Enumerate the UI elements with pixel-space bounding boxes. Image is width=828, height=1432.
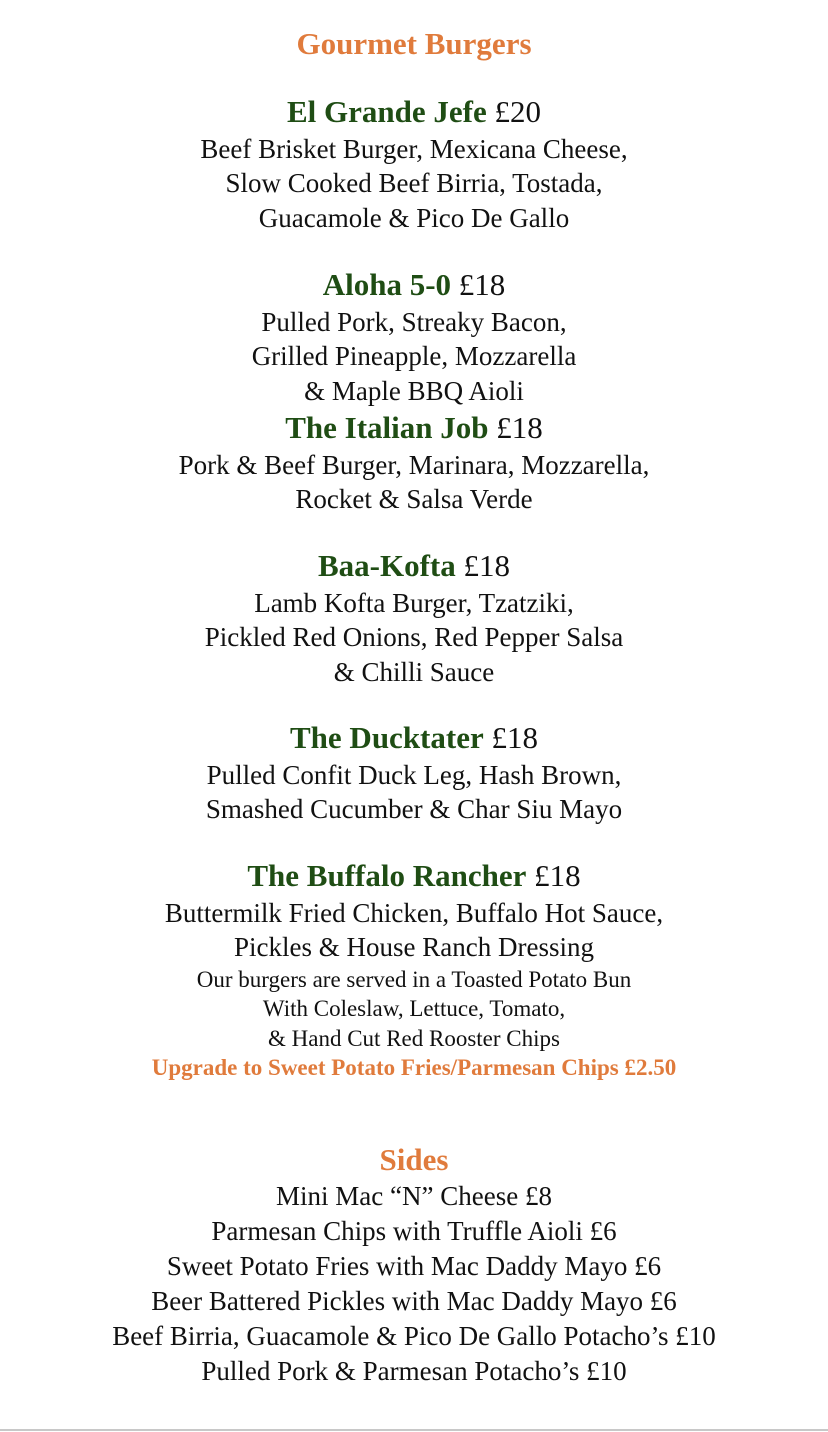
item-description-line: Pickles & House Ranch Dressing bbox=[234, 932, 594, 962]
item-price: £18 bbox=[491, 720, 538, 755]
item-name: The Italian Job bbox=[285, 410, 489, 445]
menu-item-title bbox=[0, 722, 828, 753]
menu-item-title bbox=[0, 860, 828, 891]
item-name: Aloha 5-0 bbox=[322, 267, 452, 302]
side-item: Beef Birria, Guacamole & Pico De Gallo Potacho’s £10 bbox=[112, 1321, 716, 1351]
item-price: £18 bbox=[534, 858, 581, 893]
side-item: Pulled Pork & Parmesan Potacho’s £10 bbox=[201, 1356, 627, 1386]
item-description-line: Pulled Pork, Streaky Bacon, bbox=[261, 307, 567, 337]
item-description-line: Buttermilk Fried Chicken, Buffalo Hot Sauce, bbox=[164, 898, 664, 928]
item-name: El Grande Jefe bbox=[287, 94, 487, 129]
side-item: Sweet Potato Fries with Mac Daddy Mayo £6 bbox=[166, 1251, 662, 1281]
menu-item-title bbox=[0, 550, 828, 581]
item-description-line: Pulled Confit Duck Leg, Hash Brown, bbox=[206, 760, 622, 790]
item-description-line: Beef Brisket Burger, Mexicana Cheese, bbox=[200, 134, 628, 164]
item-description-line: Lamb Kofta Burger, Tzatziki, bbox=[254, 588, 574, 618]
item-description-line: Pickled Red Onions, Red Pepper Salsa bbox=[204, 622, 624, 652]
item-name: The Ducktater bbox=[290, 720, 484, 755]
item-description-line: Rocket & Salsa Verde bbox=[295, 484, 533, 514]
item-price: £18 bbox=[458, 267, 506, 302]
item-description-line: & Chilli Sauce bbox=[333, 657, 495, 687]
served-with-line: Our burgers are served in a Toasted Potato Bun bbox=[196, 967, 632, 992]
bottom-divider bbox=[0, 1429, 828, 1431]
item-price: £20 bbox=[494, 94, 541, 129]
upgrade-note: Upgrade to Sweet Potato Fries/Parmesan Chips £2.50 bbox=[151, 1055, 677, 1080]
item-description-line: Smashed Cucumber & Char Siu Mayo bbox=[205, 794, 623, 824]
item-name: The Buffalo Rancher bbox=[247, 858, 527, 893]
served-with-line: & Hand Cut Red Rooster Chips bbox=[268, 1026, 560, 1051]
menu-item-title bbox=[0, 269, 828, 300]
item-description-line: Slow Cooked Beef Birria, Tostada, bbox=[225, 168, 603, 198]
served-with-line: With Coleslaw, Lettuce, Tomato, bbox=[262, 996, 566, 1021]
menu-item-title bbox=[0, 96, 828, 127]
item-name: Baa-Kofta bbox=[317, 548, 456, 583]
burgers-heading: Gourmet Burgers bbox=[296, 26, 532, 61]
item-description-line: Guacamole & Pico De Gallo bbox=[258, 203, 570, 233]
item-description-line: & Maple BBQ Aioli bbox=[304, 376, 524, 406]
item-price: £18 bbox=[496, 410, 543, 445]
menu-item-title bbox=[0, 412, 828, 443]
item-description-line: Pork & Beef Burger, Marinara, Mozzarella, bbox=[178, 450, 650, 480]
sides-heading: Sides bbox=[379, 1142, 449, 1177]
side-item: Parmesan Chips with Truffle Aioli £6 bbox=[211, 1216, 617, 1246]
side-item: Beer Battered Pickles with Mac Daddy Mayo £6 bbox=[151, 1286, 677, 1316]
item-description-line: Grilled Pineapple, Mozzarella bbox=[251, 341, 577, 371]
item-price: £18 bbox=[463, 548, 510, 583]
side-item: Mini Mac “N” Cheese £8 bbox=[276, 1181, 552, 1211]
